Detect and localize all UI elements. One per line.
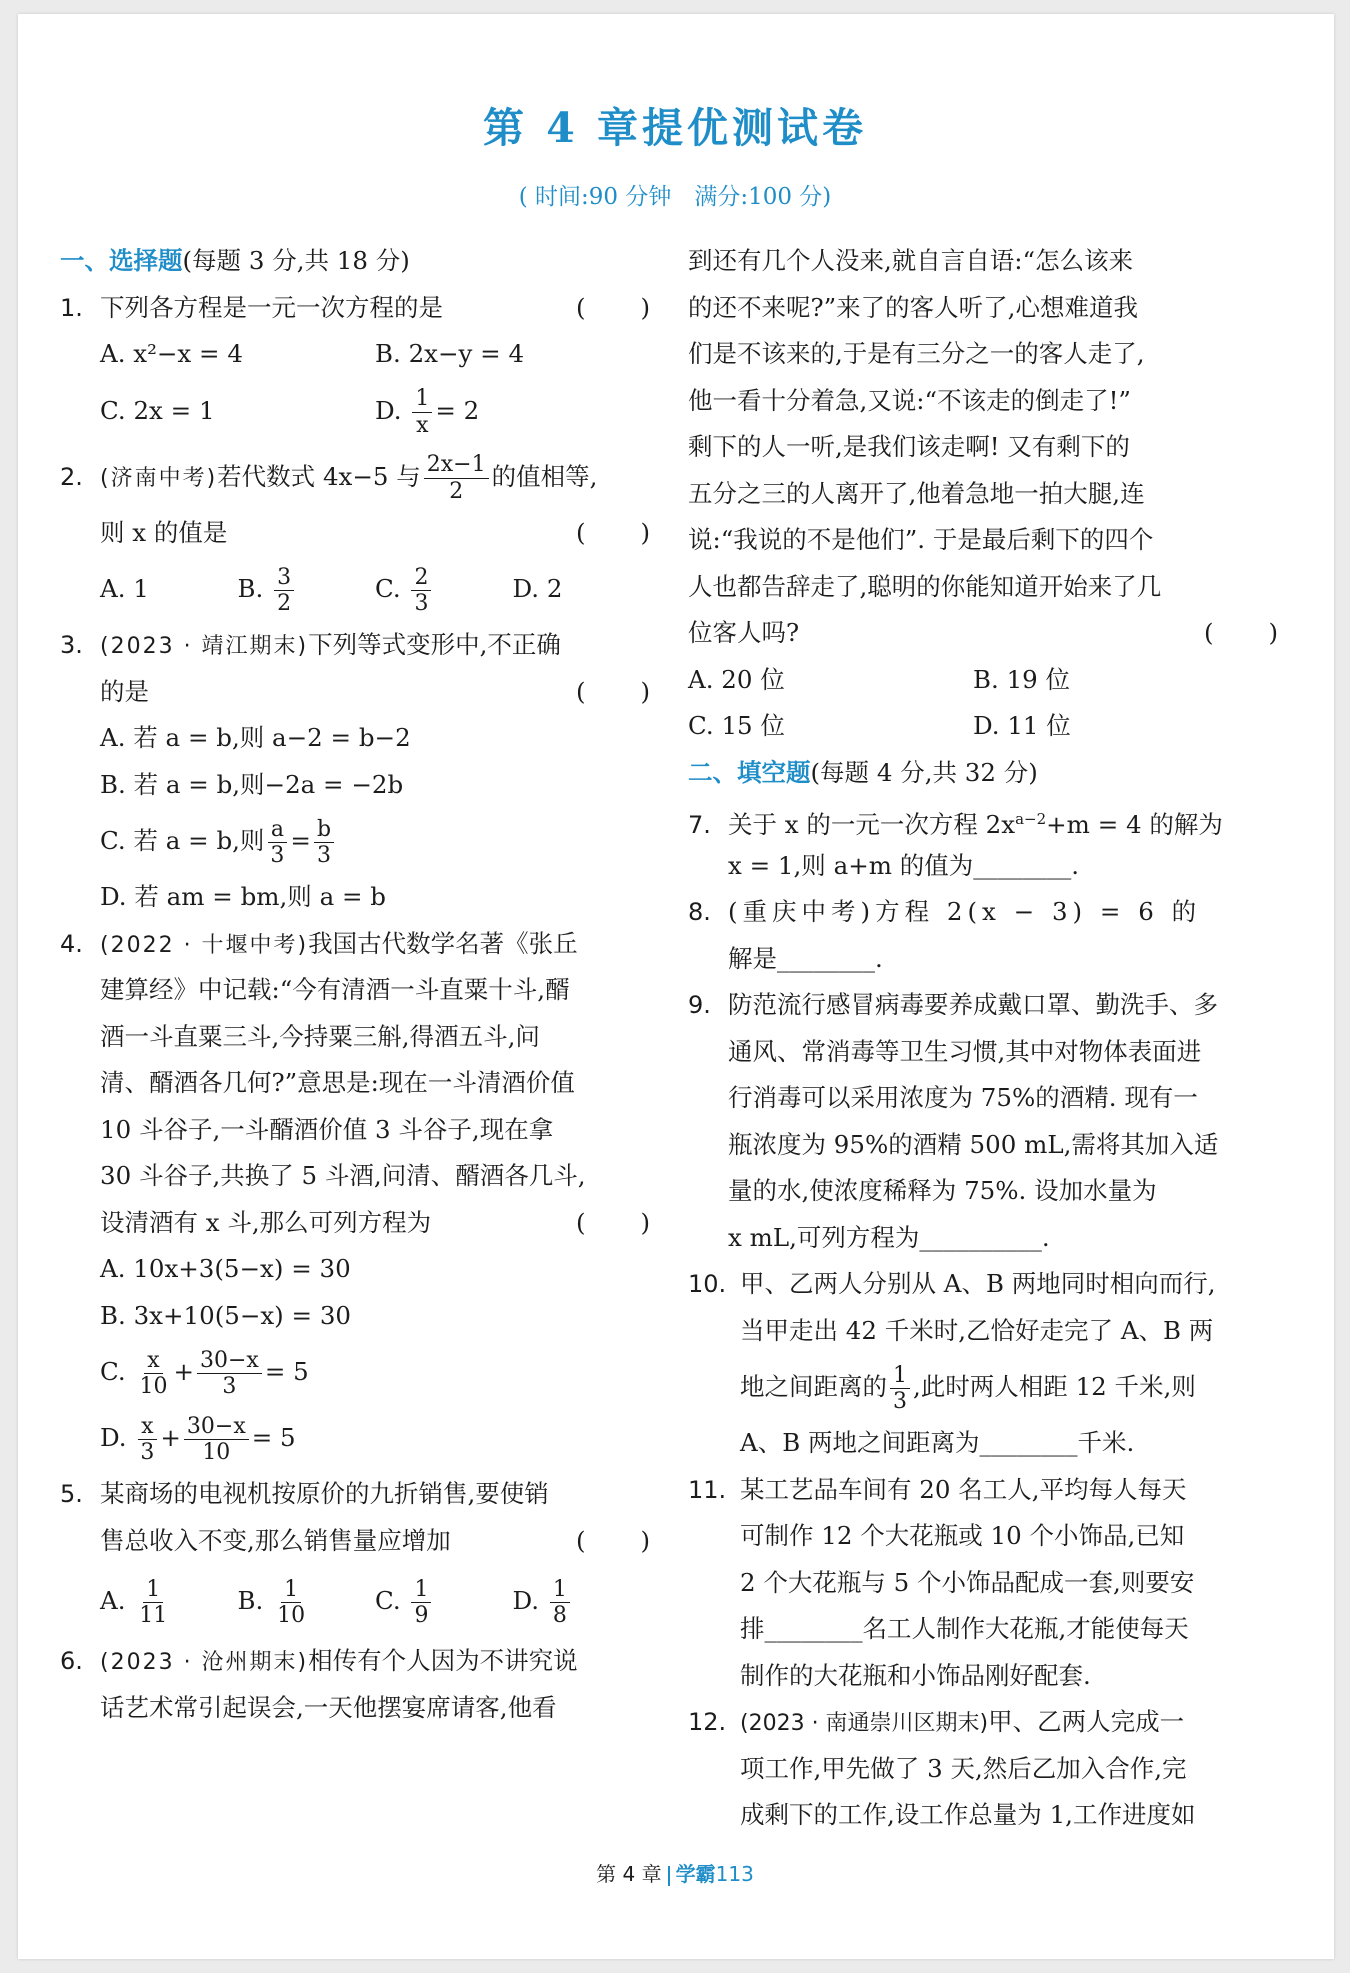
fraction: $\frac{2x-1}{2}$ <box>424 452 489 504</box>
exponent: a−2 <box>1015 810 1047 828</box>
question-12: 12. (2023 · 南通崇川区期末)甲、乙两人完成一 <box>688 1699 1278 1746</box>
answer-parens: ( ) <box>576 676 650 706</box>
question-4: 4. (2022 · 十堰中考)我国古代数学名著《张丘 <box>60 921 650 968</box>
question-3: 3. (2023 · 靖江期末)下列等式变形中,不正确 <box>60 622 650 669</box>
option-d: D. 若 am = bm,则 a = b <box>100 882 386 911</box>
question-line: 10 斗谷子,一斗醑酒价值 3 斗谷子,现在拿 <box>100 1114 554 1144</box>
option-a: A. 若 a = b,则 a−2 = b−2 <box>100 723 411 752</box>
question-1 <box>60 285 650 332</box>
question-line: 成剩下的工作,设工作总量为 1,工作进度如 <box>740 1800 1196 1829</box>
question-5: 5. 某商场的电视机按原价的九折销售,要使销 <box>60 1471 650 1518</box>
footer-divider <box>668 1866 670 1886</box>
fraction: $\frac{1}{11}$ <box>139 1576 168 1628</box>
question-line: 说:“我说的不是他们”. 于是最后剩下的四个 <box>688 525 1154 554</box>
answer-parens: ( ) <box>576 292 650 322</box>
option-d: D. $\frac{1}{x}$ = 2 <box>375 386 480 438</box>
page-number: 113 <box>715 1862 754 1886</box>
options-row <box>60 378 650 444</box>
question-line: 话艺术常引起误会,一天他摆宴席请客,他看 <box>100 1692 557 1722</box>
question-number: 7. <box>688 811 711 840</box>
question-line: 地之间距离的 $\frac{1}{3}$ ,此时两人相距 12 千米,则 <box>740 1362 1196 1414</box>
section-title: 二、填空题 <box>688 757 811 787</box>
question-number: 6. <box>60 1647 83 1675</box>
question-line: 解是________. <box>728 943 883 973</box>
question-line: 剩下的人一听,是我们该走啊! 又有剩下的 <box>688 432 1130 461</box>
fraction: $\frac{x}{3}$ <box>137 1414 157 1466</box>
question-line: 酒一斗直粟三斗,今持粟三斛,得酒五斗,问 <box>100 1021 540 1051</box>
question-source: (2022 · 十堰中考) <box>100 932 309 958</box>
fraction: $\frac{1}{x}$ <box>412 386 432 438</box>
question-line: 2 个大花瓶与 5 个小饰品配成一套,则要安 <box>740 1567 1195 1597</box>
option-a: A. $\frac{1}{11}$ <box>100 1564 238 1638</box>
option-c: C. 15 位 <box>688 711 785 740</box>
option-d: D. $\frac{x}{3}$ + $\frac{30-x}{10}$ = 5 <box>100 1413 296 1465</box>
fraction: $\frac{1}{10}$ <box>277 1576 306 1628</box>
fraction: $\frac{1}{3}$ <box>890 1363 910 1415</box>
fraction: $\frac{a}{3}$ <box>267 817 287 869</box>
fraction: $\frac{x}{10}$ <box>139 1347 168 1399</box>
fraction: $\frac{b}{3}$ <box>314 817 334 869</box>
option-b: B. $\frac{1}{10}$ <box>238 1564 376 1638</box>
option-a: A. x²−x = 4 <box>100 339 243 368</box>
question-line: x = 1,则 a+m 的值为________. <box>728 850 1080 880</box>
question-6: 6. (2023 · 沧州期末)相传有个人因为不讲究说 <box>60 1638 650 1685</box>
option-b: B. 3x+10(5−x) = 30 <box>100 1300 352 1330</box>
section-title: 一、选择题 <box>60 246 183 275</box>
question-source: (2023 · 南通崇川区期末) <box>740 1711 989 1736</box>
option-c: C. 2x = 1 <box>100 395 215 425</box>
answer-parens: ( ) <box>576 1525 650 1555</box>
option-b: B. 若 a = b,则−2a = −2b <box>100 769 404 799</box>
question-source: (2023 · 沧州期末) <box>100 1650 309 1675</box>
section-heading <box>60 238 650 285</box>
section-scoring: (每题 4 分,共 32 分) <box>810 757 1038 787</box>
question-line: 到还有几个人没来,就自言自语:“怎么该来 <box>688 246 1134 275</box>
option-c: C. $\frac{2}{3}$ <box>375 556 513 622</box>
question-number: 2. <box>60 462 83 491</box>
question-line: 排________名工人制作大花瓶,才能使每天 <box>740 1614 1189 1643</box>
question-line: 可制作 12 个大花瓶或 10 个小饰品,已知 <box>740 1521 1185 1550</box>
question-line: 则 x 的值是 ( ) <box>60 510 650 557</box>
option-c: C. $\frac{1}{9}$ <box>375 1564 513 1638</box>
question-text: 下列各方程是一元一次方程的是 <box>100 292 443 322</box>
fraction: $\frac{30-x}{10}$ <box>184 1414 249 1466</box>
question-line: 他一看十分着急,又说:“不该走的倒走了!” <box>688 385 1131 415</box>
question-line: 们是不该来的,于是有三分之一的客人走了, <box>688 339 1145 368</box>
right-column <box>688 238 1278 1839</box>
question-number: 11. <box>688 1475 727 1504</box>
question-line: 瓶浓度为 95%的酒精 500 mL,需将其加入适 <box>728 1129 1219 1159</box>
option-d: D. 11 位 <box>973 711 1071 740</box>
options-row <box>60 556 650 622</box>
answer-parens: ( ) <box>576 517 650 547</box>
question-number: 1. <box>60 293 83 322</box>
question-line: 当甲走出 42 千米时,乙恰好走完了 A、B 两 <box>740 1315 1214 1345</box>
question-line: 人也都告辞走了,聪明的你能知道开始来了几 <box>688 571 1162 601</box>
question-number: 8. <box>688 898 711 926</box>
question-line: 建算经》中记载:“今有清酒一斗直粟十斗,醑 <box>100 975 570 1004</box>
question-source: (2023 · 靖江期末) <box>100 634 309 659</box>
options-row <box>60 1564 650 1638</box>
question-9: 9. 防范流行感冒病毒要养成戴口罩、勤洗手、多 <box>688 982 1278 1029</box>
question-number: 12. <box>688 1708 727 1736</box>
option-c: C. 若 a = b,则 $\frac{a}{3}$ = $\frac{b}{3}$ <box>60 808 650 874</box>
question-line: 行消毒可以采用浓度为 75%的酒精. 现有一 <box>728 1083 1198 1112</box>
option-b: B. 19 位 <box>973 664 1071 694</box>
question-8: 8. (重庆中考)方程 2(x − 3) = 6 的 <box>688 889 1278 936</box>
question-line: 量的水,使浓度稀释为 75%. 设加水量为 <box>728 1176 1157 1205</box>
option-a: A. 20 位 <box>688 664 785 694</box>
question-line: A、B 两地之间距离为________千米. <box>740 1428 1135 1457</box>
question-line: 项工作,甲先做了 3 天,然后乙加入合作,完 <box>740 1753 1187 1783</box>
section-scoring: (每题 3 分,共 18 分) <box>182 246 410 275</box>
question-line: 位客人吗? ( ) <box>688 610 1278 657</box>
question-line: 清、醑酒各几何?”意思是:现在一斗清酒价值 <box>100 1068 575 1097</box>
question-line: 设清酒有 x 斗,那么可列方程为 ( ) <box>60 1200 650 1247</box>
page-footer <box>0 1858 1350 1887</box>
question-line: 的还不来呢?”来了的客人听了,心想难道我 <box>688 292 1138 322</box>
footer-brand: 学霸 <box>675 1862 716 1886</box>
question-line: 制作的大花瓶和小饰品刚好配套. <box>740 1660 1091 1690</box>
question-line: 售总收入不变,那么销售量应增加 ( ) <box>60 1518 650 1565</box>
question-number: 5. <box>60 1480 83 1508</box>
question-line: 30 斗谷子,共换了 5 斗酒,问清、醑酒各几斗, <box>100 1161 586 1190</box>
option-d: D. $\frac{1}{8}$ <box>513 1564 651 1638</box>
option-b: B. $\frac{3}{2}$ <box>238 556 376 622</box>
question-number: 4. <box>60 929 83 958</box>
options-row <box>688 703 1278 750</box>
option-d: D. 2 <box>512 574 563 603</box>
question-2: 2. (济南中考)若代数式 4x−5 与 $\frac{2x-1}{2}$ 的值相等, <box>60 444 650 510</box>
question-source: (济南中考) <box>100 465 218 491</box>
option-b: B. 2x−y = 4 <box>375 339 525 368</box>
question-number: 3. <box>60 631 83 659</box>
fraction: $\frac{1}{8}$ <box>550 1577 570 1629</box>
option-a: A. 10x+3(5−x) = 30 <box>100 1254 351 1283</box>
options-row <box>60 331 650 378</box>
question-number: 10. <box>688 1270 727 1298</box>
question-line: x mL,可列方程为__________. <box>728 1222 1050 1252</box>
question-number: 9. <box>688 991 711 1019</box>
fraction: $\frac{30-x}{3}$ <box>197 1348 262 1400</box>
answer-parens: ( ) <box>576 1207 650 1237</box>
page-title: 第 4 章提优测试卷 <box>482 104 868 152</box>
options-row <box>688 657 1278 704</box>
option-c: C. $\frac{x}{10}$ + $\frac{30-x}{3}$ = 5 <box>100 1347 309 1399</box>
option-a: A. 1 <box>100 574 149 603</box>
answer-parens: ( ) <box>1204 618 1278 647</box>
section-heading <box>688 750 1278 797</box>
question-line: 通风、常消毒等卫生习惯,其中对物体表面进 <box>728 1036 1202 1066</box>
footer-chapter: 第 4 章 <box>596 1862 662 1886</box>
fraction: $\frac{1}{9}$ <box>411 1577 431 1629</box>
left-column <box>60 238 650 1731</box>
fraction: $\frac{3}{2}$ <box>274 565 294 617</box>
question-10: 10. 甲、乙两人分别从 A、B 两地同时相向而行, <box>688 1261 1278 1308</box>
question-11: 11. 某工艺品车间有 20 名工人,平均每人每天 <box>688 1467 1278 1514</box>
question-7: 7. 关于 x 的一元一次方程 $2x^{a-2}+m = 4$ 的解为 <box>688 796 1278 843</box>
question-line: 五分之三的人离开了,他着急地一拍大腿,连 <box>688 478 1145 508</box>
fraction: $\frac{2}{3}$ <box>411 565 431 617</box>
page-subtitle: ( 时间:90 分钟 满分:100 分) <box>518 184 832 210</box>
question-line: 的是 ( ) <box>60 669 650 716</box>
